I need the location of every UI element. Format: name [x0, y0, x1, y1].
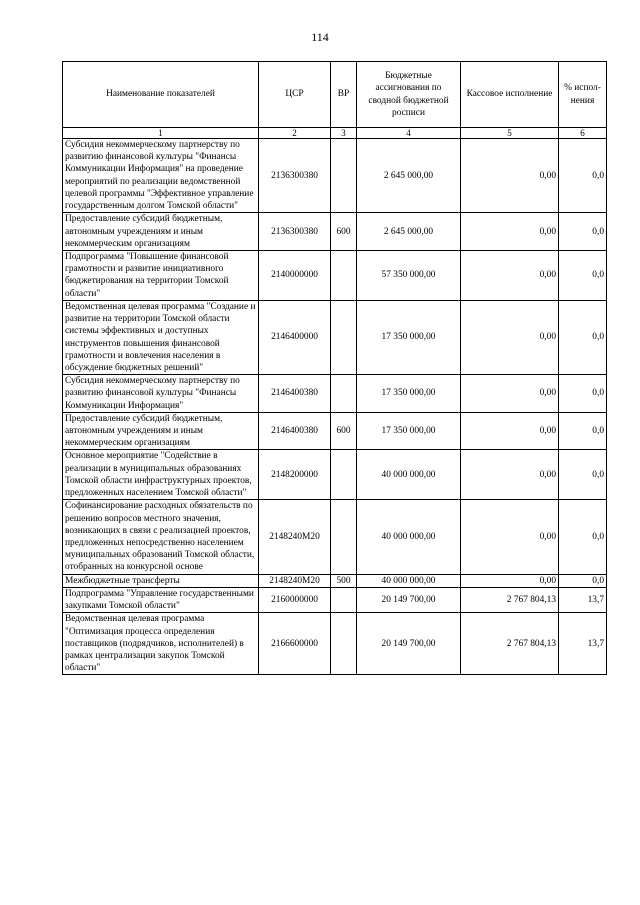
- budget-execution-table: [62, 61, 607, 675]
- row-name: Межбюджетные трансферты: [63, 574, 259, 587]
- row-vr: [331, 613, 357, 675]
- row-name: Подпрограмма "Повышение финансовой грамотности и развитие инициативного бюджетирования на территории Томской области": [63, 250, 259, 300]
- row-csr: 2146400000: [259, 300, 331, 374]
- row-amount: 17 350 000,00: [357, 300, 461, 374]
- row-cash: 0,00: [461, 300, 559, 374]
- table-row: [63, 450, 607, 500]
- row-amount: 40 000 000,00: [357, 574, 461, 587]
- row-vr: [331, 375, 357, 413]
- row-pct: 13,7: [559, 613, 607, 675]
- row-pct: 0,0: [559, 450, 607, 500]
- row-csr: 2148200000: [259, 450, 331, 500]
- page-number: 114: [311, 30, 329, 44]
- row-pct: 0,0: [559, 574, 607, 587]
- row-csr: 2148240M20: [259, 574, 331, 587]
- table-row: [63, 300, 607, 374]
- header-pct: % испол-нения: [559, 62, 607, 128]
- row-cash: 0,00: [461, 574, 559, 587]
- row-amount: 20 149 700,00: [357, 613, 461, 675]
- row-vr: 600: [331, 213, 357, 251]
- row-name: Подпрограмма "Управление государственными закупками Томской области": [63, 587, 259, 612]
- row-vr: [331, 500, 357, 574]
- row-vr: [331, 250, 357, 300]
- row-vr: [331, 587, 357, 612]
- row-cash: 0,00: [461, 375, 559, 413]
- row-vr: [331, 450, 357, 500]
- row-name: Субсидия некоммерческому партнерству по развитию финансовой культуры "Финансы Коммуникации Информация": [63, 375, 259, 413]
- row-csr: 2148240M20: [259, 500, 331, 574]
- table-row: [63, 250, 607, 300]
- row-cash: 0,00: [461, 450, 559, 500]
- table-row: [63, 500, 607, 574]
- column-number: 6: [559, 128, 607, 139]
- row-amount: 2 645 000,00: [357, 213, 461, 251]
- column-number: 3: [331, 128, 357, 139]
- header-vr: ВР: [331, 62, 357, 128]
- header-cash: Кассовое исполнение: [461, 62, 559, 128]
- row-csr: 2146400380: [259, 412, 331, 450]
- row-cash: 0,00: [461, 250, 559, 300]
- row-name: Ведомственная целевая программа "Создание и развитие на территории Томской области системы эффективных и доступных инструментов повышения финансовой грамотности и вовлечения населения в обсуждение бюджетных решений": [63, 300, 259, 374]
- row-amount: 20 149 700,00: [357, 587, 461, 612]
- table-row: [63, 213, 607, 251]
- row-amount: 40 000 000,00: [357, 500, 461, 574]
- row-csr: 2140000000: [259, 250, 331, 300]
- header-csr: ЦСР: [259, 62, 331, 128]
- row-csr: 2146400380: [259, 375, 331, 413]
- table-row: [63, 613, 607, 675]
- row-pct: 0,0: [559, 139, 607, 213]
- column-number-row: [63, 128, 607, 139]
- row-pct: 0,0: [559, 375, 607, 413]
- table-row: [63, 139, 607, 213]
- row-amount: 2 645 000,00: [357, 139, 461, 213]
- table-row: [63, 412, 607, 450]
- row-cash: 2 767 804,13: [461, 587, 559, 612]
- row-amount: 57 350 000,00: [357, 250, 461, 300]
- header-amount: Бюджетные ассигнования по сводной бюджетной росписи: [357, 62, 461, 128]
- column-number: 1: [63, 128, 259, 139]
- row-pct: 0,0: [559, 500, 607, 574]
- row-pct: 0,0: [559, 250, 607, 300]
- column-number: 2: [259, 128, 331, 139]
- row-vr: [331, 300, 357, 374]
- header-name: Наименование показателей: [63, 62, 259, 128]
- row-vr: 500: [331, 574, 357, 587]
- row-name: Основное мероприятие "Содействие в реализации в муниципальных образованиях Томской области инфраструктурных проектов, предложенных населением Томской области": [63, 450, 259, 500]
- header-row: [63, 62, 607, 128]
- row-pct: 0,0: [559, 412, 607, 450]
- row-csr: 2136300380: [259, 213, 331, 251]
- row-vr: [331, 139, 357, 213]
- row-pct: 0,0: [559, 213, 607, 251]
- row-cash: 0,00: [461, 412, 559, 450]
- column-number: 5: [461, 128, 559, 139]
- row-pct: 0,0: [559, 300, 607, 374]
- row-pct: 13,7: [559, 587, 607, 612]
- row-vr: 600: [331, 412, 357, 450]
- row-csr: 2160000000: [259, 587, 331, 612]
- row-csr: 2166600000: [259, 613, 331, 675]
- column-number: 4: [357, 128, 461, 139]
- row-name: Ведомственная целевая программа "Оптимизация процесса определения поставщиков (подрядчиков, исполнителей) в рамках централизации закупок Томской области": [63, 613, 259, 675]
- row-amount: 40 000 000,00: [357, 450, 461, 500]
- row-name: Субсидия некоммерческому партнерству по развитию финансовой культуры "Финансы Коммуникации Информация" на проведение мероприятий по реализации ведомственной целевой программы "Эффективное управление государственным долгом Томской области": [63, 139, 259, 213]
- table-row: [63, 587, 607, 612]
- table-row: [63, 574, 607, 587]
- row-cash: 0,00: [461, 139, 559, 213]
- row-cash: 0,00: [461, 500, 559, 574]
- row-amount: 17 350 000,00: [357, 375, 461, 413]
- row-cash: 2 767 804,13: [461, 613, 559, 675]
- row-name: Предоставление субсидий бюджетным, автономным учреждениям и иным некоммерческим организациям: [63, 213, 259, 251]
- row-name: Предоставление субсидий бюджетным, автономным учреждениям и иным некоммерческим организациям: [63, 412, 259, 450]
- row-csr: 2136300380: [259, 139, 331, 213]
- table-row: [63, 375, 607, 413]
- row-amount: 17 350 000,00: [357, 412, 461, 450]
- row-name: Софинансирование расходных обязательств по решению вопросов местного значения, возникающих в связи с реализацией проектов, предложенных непосредственно населением муниципальных образований Томской области, отобранных на конкурсной основе: [63, 500, 259, 574]
- row-cash: 0,00: [461, 213, 559, 251]
